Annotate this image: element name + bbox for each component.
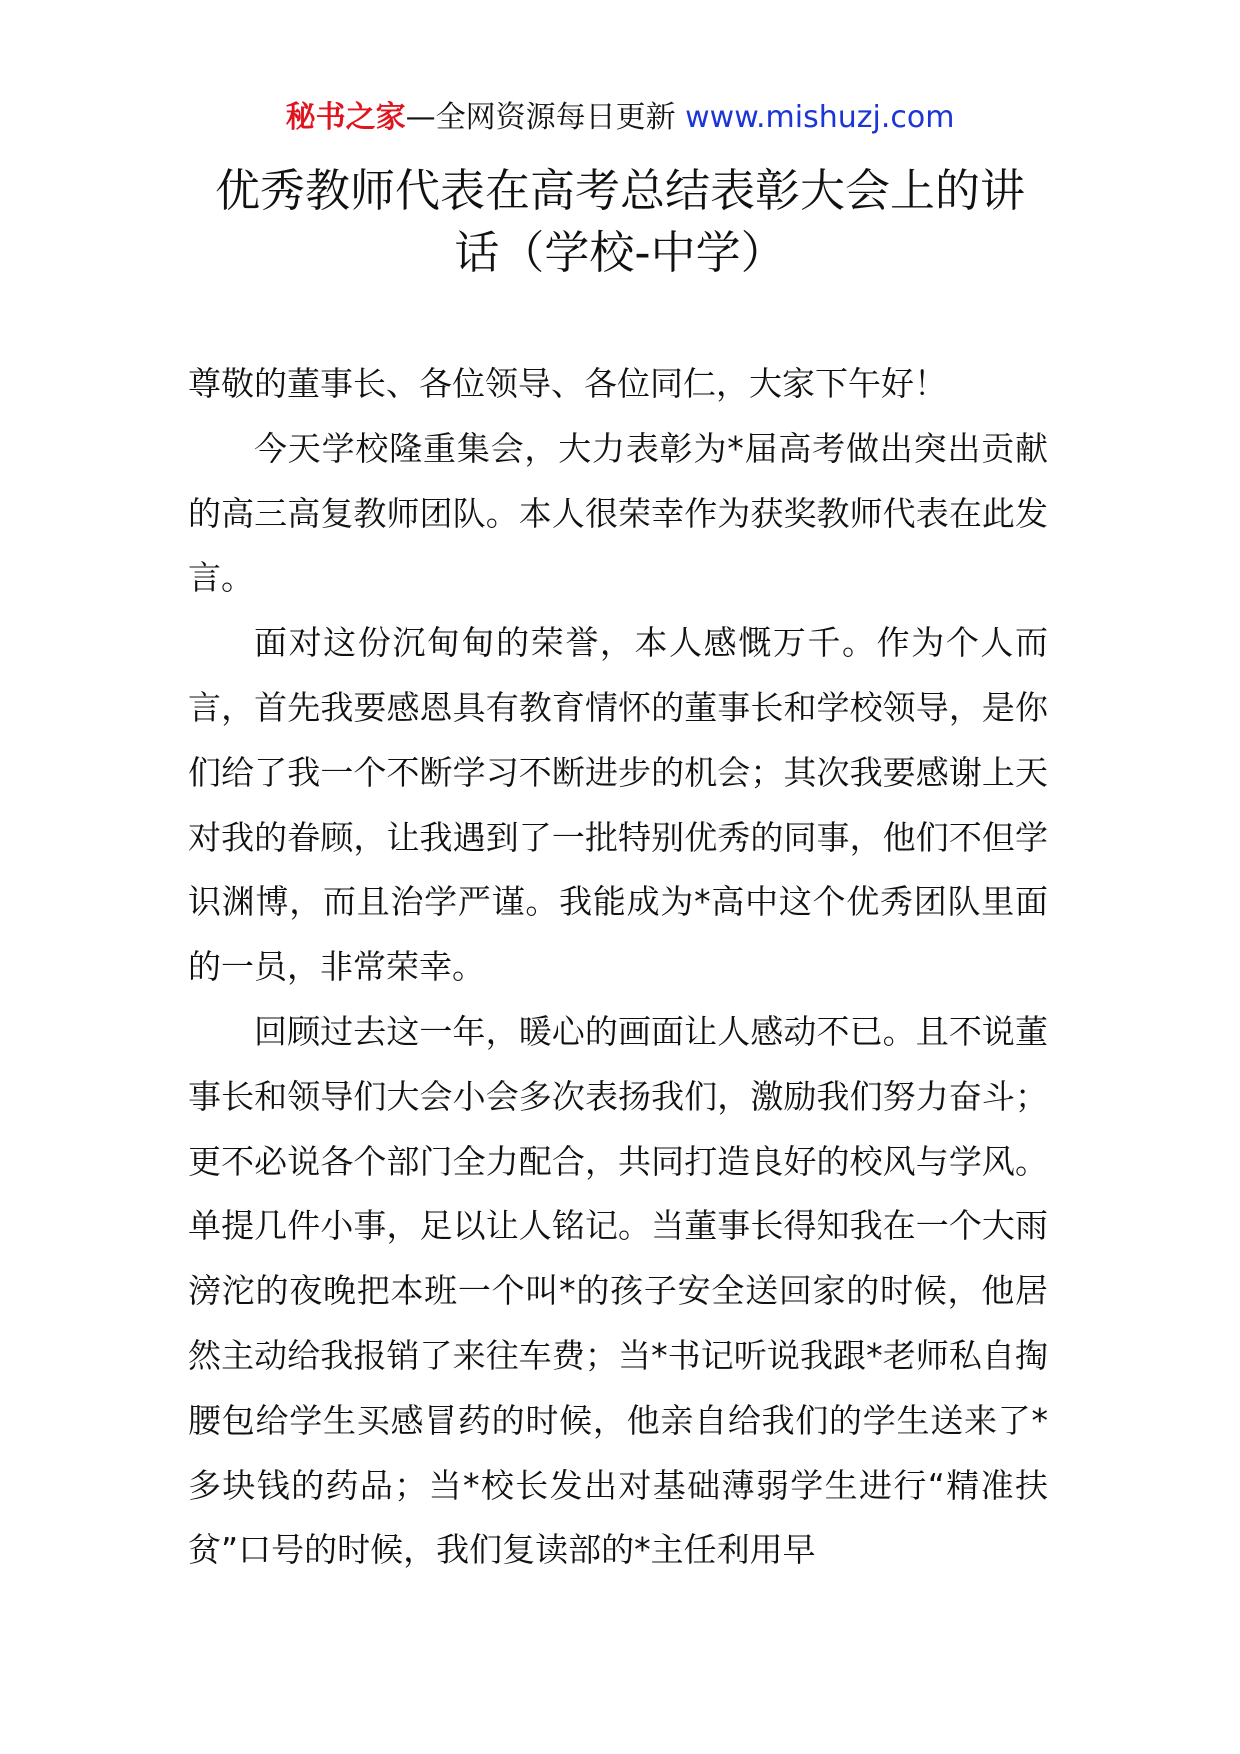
- banner-slogan: —全网资源每日更新: [405, 100, 686, 135]
- document-title: 优秀教师代表在高考总结表彰大会上的讲话（学校-中学）: [214, 164, 1025, 279]
- paragraph: 回顾过去这一年，暖心的画面让人感动不已。且不说董事长和领导们大会小会多次表扬我们，激励我们努力奋斗；更不必说各个部门全力配合，共同打造良好的校风与学风。单提几件小事，足以让人铭记。当董事长得知我在一个大雨滂沱的夜晚把本班一个叫*的孩子安全送回家的时候，他居然主动给我报销了来往车费；当*书记听说我跟*老师私自掏腰包给学生买感冒药的时候，他亲自给我们的学生送来了*多块钱的药品；当*校长发出对基础薄弱学生进行“精准扶贫”口号的时候，我们复读部的*主任利用早: [188, 1011, 1048, 1570]
- site-url: www.mishuzj.com: [685, 100, 955, 135]
- paragraph: 面对这份沉甸甸的荣誉，本人感慨万千。作为个人而言，首先我要感恩具有教育情怀的董事长和学校领导，是你们给了我一个不断学习不断进步的机会；其次我要感谢上天对我的眷顾，让我遇到了一批特别优秀的同事，他们不但学识渊博，而且治学严谨。我能成为*高中这个优秀团队里面的一员，非常荣幸。: [188, 623, 1048, 987]
- brand-name: 秘书之家: [285, 100, 406, 135]
- site-banner: [0, 98, 1240, 138]
- document-body: [188, 352, 1048, 1583]
- paragraph: 今天学校隆重集会，大力表彰为*届高考做出突出贡献的高三高复教师团队。本人很荣幸作为获奖教师代表在此发言。: [188, 428, 1048, 598]
- salutation: 尊敬的董事长、各位领导、各位同仁，大家下午好！: [188, 364, 947, 403]
